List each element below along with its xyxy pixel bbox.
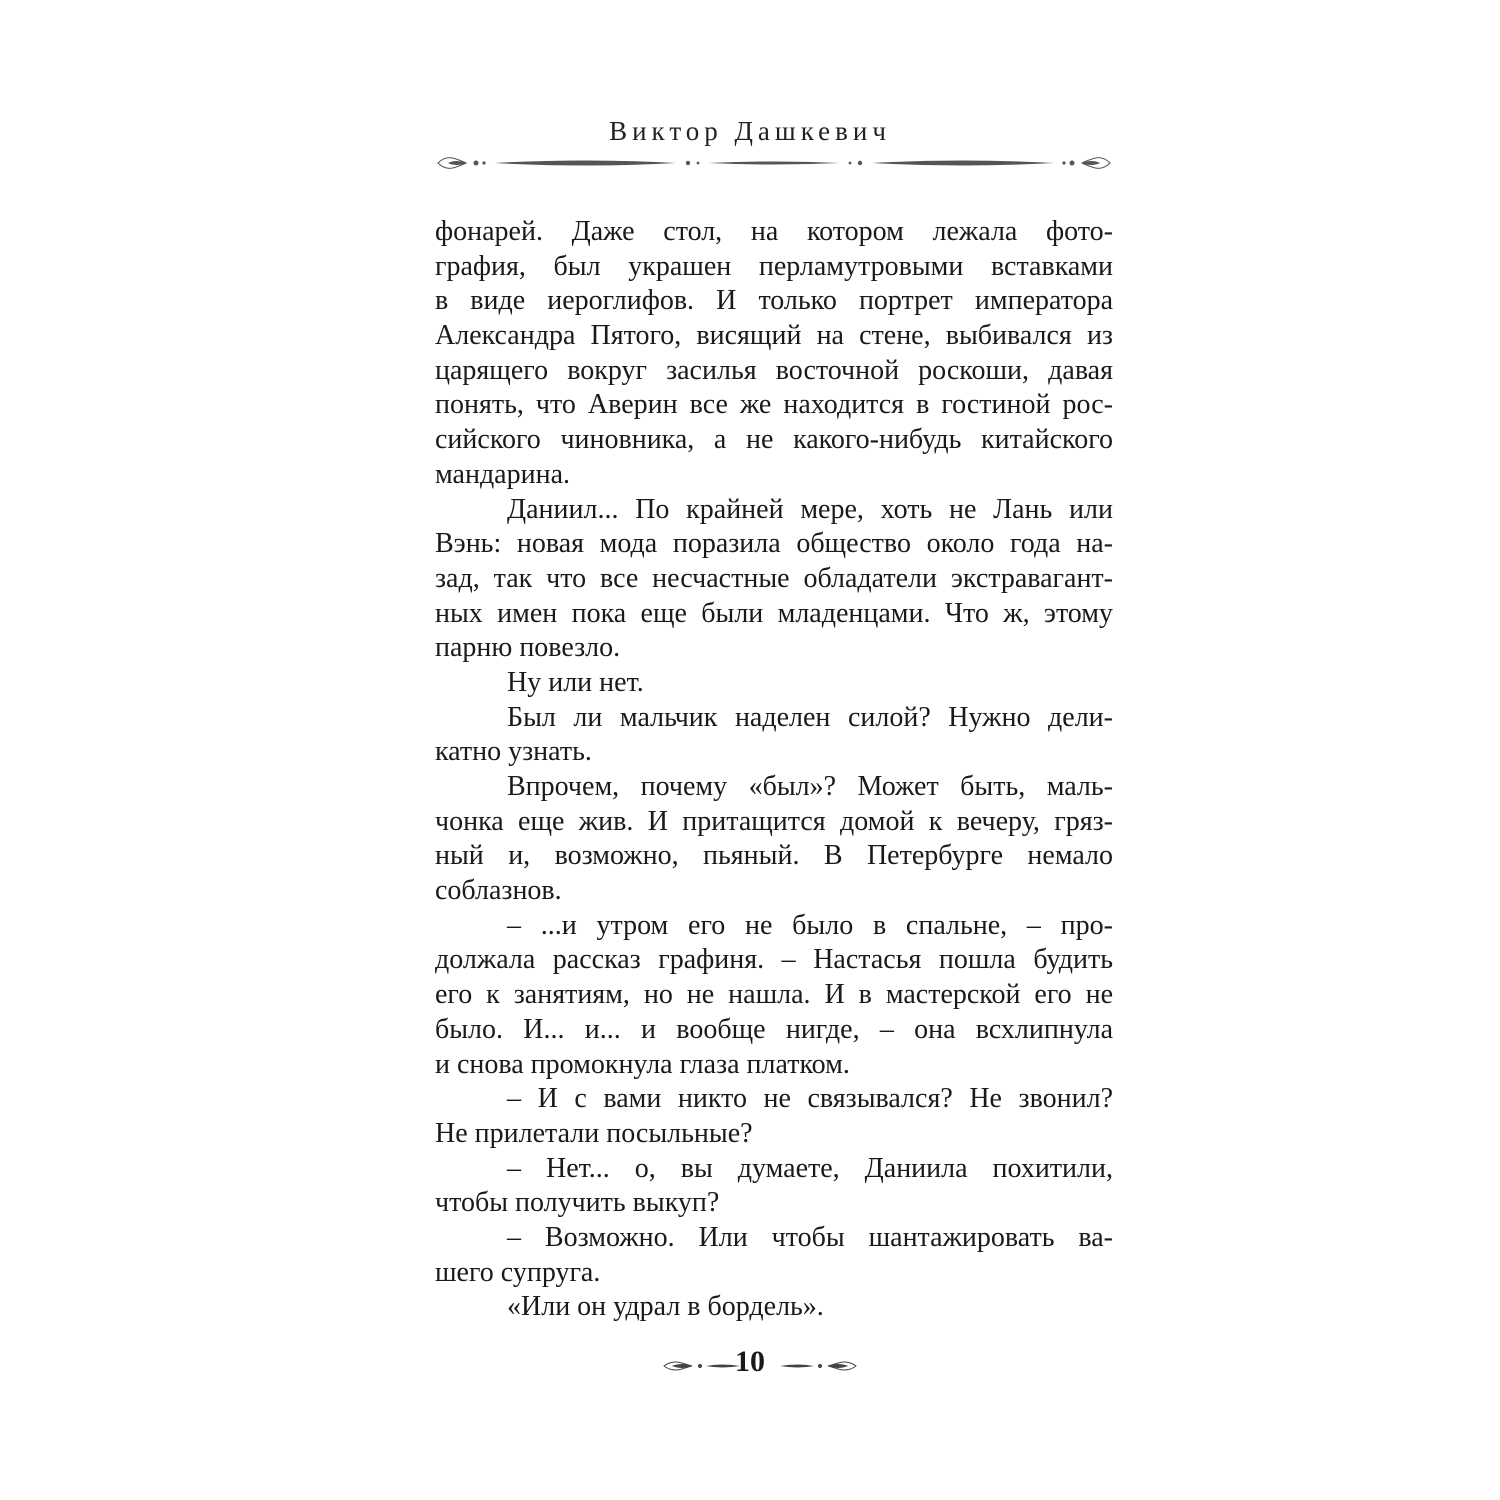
page-number: 10 bbox=[735, 1345, 765, 1378]
text-line: фонарей. Даже стол, на котором лежала фото- bbox=[435, 216, 1113, 247]
body-text bbox=[435, 215, 1113, 1325]
text-line: парню повезло. bbox=[435, 632, 621, 664]
text-line: Александра Пятого, висящий на стене, выбивался из bbox=[435, 320, 1113, 352]
running-head: Виктор Дашкевич bbox=[609, 116, 891, 146]
text-line: чтобы получить выкуп? bbox=[435, 1187, 720, 1219]
text-line: чонка еще жив. И притащится домой к вечеру, гряз- bbox=[435, 805, 1113, 837]
folio-ornament-right bbox=[778, 1359, 858, 1373]
text-line: сийского чиновника, а не какого-нибудь китайского bbox=[435, 424, 1113, 456]
text-line: – Возможно. Или чтобы шантажировать ва- bbox=[507, 1221, 1113, 1253]
text-line: – И с вами никто не связывался? Не звонил? bbox=[507, 1083, 1113, 1115]
text-line: соблазнов. bbox=[435, 875, 562, 907]
text-line: в виде иероглифов. И только портрет императора bbox=[435, 285, 1113, 317]
header-ornament-divider bbox=[436, 150, 1112, 176]
text-line: Был ли мальчик наделен силой? Нужно дели- bbox=[507, 701, 1113, 733]
page-footer bbox=[0, 1345, 1500, 1385]
text-line: и снова промокнула глаза платком. bbox=[435, 1048, 850, 1080]
text-line: зад, так что все несчастные обладатели экстравагант- bbox=[435, 562, 1113, 594]
text-line: графия, был украшен перламутровыми вставками bbox=[435, 250, 1113, 282]
text-line: Не прилетали посыльные? bbox=[435, 1117, 753, 1149]
text-line: должала рассказ графиня. – Настасья пошла будить bbox=[435, 944, 1113, 976]
text-line: было. И... и... и вообще нигде, – она всхлипнула bbox=[435, 1013, 1113, 1045]
text-line: Даниил... По крайней мере, хоть не Лань или bbox=[507, 493, 1113, 525]
text-line: ных имен пока еще были младенцами. Что ж, этому bbox=[435, 597, 1113, 629]
text-line: Впрочем, почему «был»? Может быть, маль- bbox=[507, 771, 1113, 802]
text-line: – ...и утром его не было в спальне, – про- bbox=[507, 909, 1113, 941]
text-line: шего супруга. bbox=[435, 1256, 601, 1288]
text-line: – Нет... о, вы думаете, Даниила похитили, bbox=[507, 1152, 1113, 1184]
text-line: катно узнать. bbox=[435, 736, 592, 768]
text-line: мандарина. bbox=[435, 458, 571, 490]
text-line: Ну или нет. bbox=[507, 666, 644, 698]
text-line: его к занятиям, но не нашла. И в мастерской его не bbox=[435, 979, 1113, 1011]
text-line: понять, что Аверин все же находится в гостиной рос- bbox=[435, 389, 1113, 421]
text-line: царящего вокруг засилья восточной роскоши, давая bbox=[435, 354, 1113, 386]
text-line: «Или он удрал в бордель». bbox=[507, 1291, 824, 1323]
text-line: ный и, возможно, пьяный. В Петербурге немало bbox=[435, 840, 1113, 872]
text-line: Вэнь: новая мода поразила общество около года на- bbox=[435, 528, 1113, 560]
